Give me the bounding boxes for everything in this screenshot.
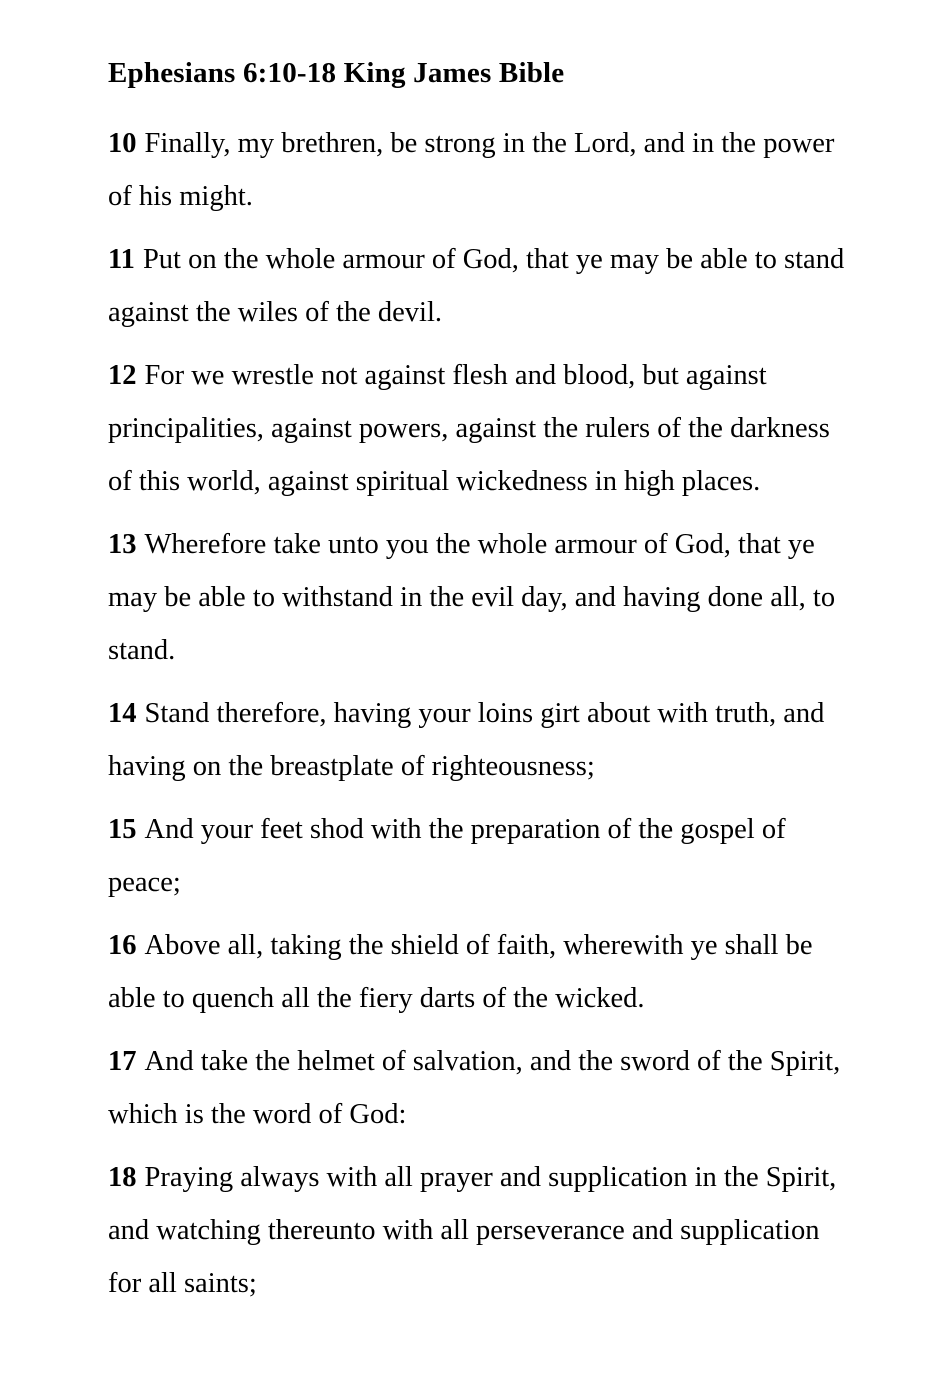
verse-text: Finally, my brethren, be strong in the Lord, and in the power of his might. <box>108 127 835 212</box>
verse-text: And take the helmet of salvation, and the sword of the Spirit, which is the word of God: <box>108 1045 841 1130</box>
verse-paragraph-13 <box>108 518 853 677</box>
verse-paragraph-15 <box>108 803 853 909</box>
verse-paragraph-10 <box>108 117 853 223</box>
verse-number: 12 <box>108 359 137 391</box>
verse-paragraph-14 <box>108 687 853 793</box>
verse-number: 10 <box>108 127 137 159</box>
verse-number: 18 <box>108 1161 137 1193</box>
verse-text: Praying always with all prayer and supplication in the Spirit, and watching thereunto with all perseverance and supplication for all saints; <box>108 1161 837 1299</box>
verse-text: For we wrestle not against flesh and blood, but against principalities, against powers, against the rulers of the darkness of this world, against spiritual wickedness in high places. <box>108 359 830 497</box>
verse-number: 13 <box>108 528 137 560</box>
verse-text: Stand therefore, having your loins girt about with truth, and having on the breastplate of righteousness; <box>108 697 825 782</box>
verse-text: Wherefore take unto you the whole armour of God, that ye may be able to withstand in the evil day, and having done all, to stand. <box>108 528 836 666</box>
verse-paragraph-16 <box>108 919 853 1025</box>
verse-text: And your feet shod with the preparation of the gospel of peace; <box>108 813 786 898</box>
verse-paragraph-18 <box>108 1151 853 1310</box>
verse-paragraph-11 <box>108 233 853 339</box>
verse-number: 14 <box>108 697 137 729</box>
verse-number: 15 <box>108 813 137 845</box>
verse-text: Put on the whole armour of God, that ye may be able to stand against the wiles of the devil. <box>108 243 845 328</box>
page-title: Ephesians 6:10-18 King James Bible <box>108 57 565 89</box>
verse-paragraph-17 <box>108 1035 853 1141</box>
verse-number: 11 <box>108 243 135 275</box>
verse-text: Above all, taking the shield of faith, wherewith ye shall be able to quench all the fiery darts of the wicked. <box>108 929 813 1014</box>
verse-number: 17 <box>108 1045 137 1077</box>
verse-number: 16 <box>108 929 137 961</box>
verse-paragraph-12 <box>108 349 853 508</box>
